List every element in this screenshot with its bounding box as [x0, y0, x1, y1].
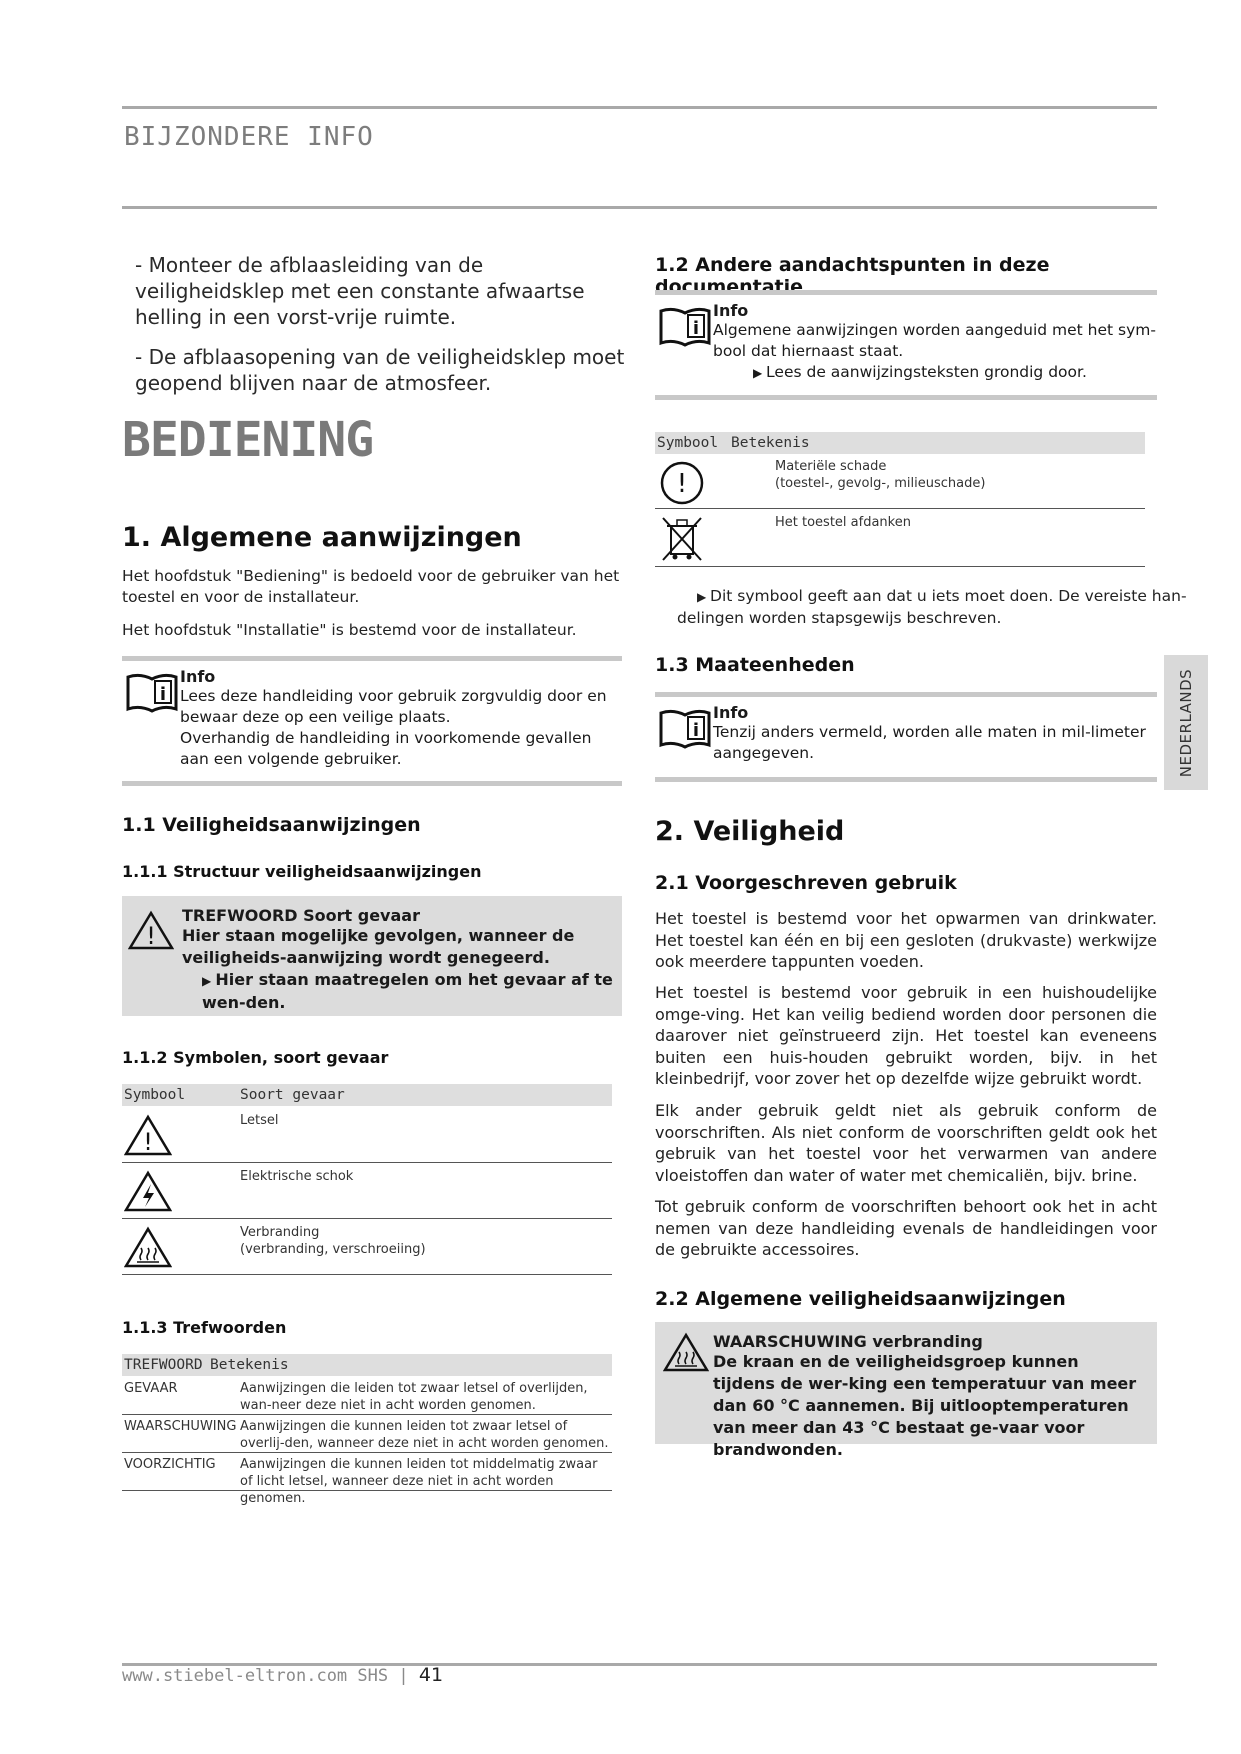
- warning-icon: [124, 1114, 172, 1160]
- warning-title: TREFWOORD Soort gevaar: [182, 906, 420, 925]
- info-box: [655, 692, 1157, 782]
- heading-maateenheden: 1.3 Maateenheden: [655, 654, 855, 676]
- paragraph: Tot gebruik conform de voorschriften behoort ook het in acht nemen van deze handleiding evenals de handleidingen voor de gebruikte accessoires.: [655, 1197, 1157, 1259]
- heading-veiligheidsaanwijzingen: 1.1 Veiligheidsaanwijzingen: [122, 814, 421, 836]
- language-tab-label: NEDERLANDS: [1177, 668, 1195, 777]
- keyword-cell: GEVAAR: [124, 1381, 178, 1396]
- heading-symbolen: 1.1.2 Symbolen, soort gevaar: [122, 1048, 389, 1067]
- table-row: [122, 1164, 612, 1219]
- action-paragraph: ▶ Dit symbool geeft aan dat u iets moet doen. De vereiste han-delingen worden stapsgewijs beschreven.: [677, 587, 1187, 627]
- svg-text:!: !: [676, 469, 688, 499]
- burn-icon: [663, 1332, 709, 1376]
- symbol-table-header: Symbool Betekenis: [655, 432, 1145, 454]
- svg-text:i: i: [692, 318, 700, 339]
- svg-text:!: !: [146, 922, 156, 950]
- info-box: [122, 656, 622, 786]
- svg-text:i: i: [159, 684, 167, 705]
- warning-text: De kraan en de veiligheidsgroep kunnen tijdens de wer-king een temperatuur van meer dan 60 °C aannemen. Bij uitlooptemperaturen van meer dan 43 °C bestaat ge-vaar voor brandwonden.: [713, 1352, 1137, 1459]
- electric-shock-icon: [124, 1170, 172, 1216]
- footer-url: www.stiebel-eltron.com: [122, 1666, 348, 1686]
- table-cell: Letsel: [240, 1113, 279, 1128]
- table-row: [122, 1416, 612, 1453]
- info-title: Info: [180, 667, 216, 686]
- table-row: [122, 1220, 612, 1275]
- warning-box: [122, 896, 622, 1016]
- heading-structuur: 1.1.1 Structuur veiligheidsaanwijzingen: [122, 862, 482, 881]
- paragraph: Elk ander gebruik geldt niet als gebruik conform de voorschriften. Als niet conform de voorschriften geldt ook het gebruik van het toestel voor het verwarmen van andere vloeistoffen dan water of water met chemicaliën, bijv. brine.: [655, 1101, 1157, 1185]
- info-text: Algemene aanwijzingen worden aangeduid met het sym-bool dat hiernaast staat.: [713, 321, 1156, 360]
- table-row: [655, 456, 1145, 509]
- book-info-icon: [659, 305, 711, 351]
- meaning-cell: Aanwijzingen die leiden tot zwaar letsel of overlijden, wan-neer deze niet in acht worden genomen.: [240, 1381, 588, 1413]
- warning-title: WAARSCHUWING verbranding: [713, 1332, 983, 1351]
- warning-icon: [128, 910, 174, 954]
- keyword-table-header: TREFWOORD Betekenis: [122, 1354, 612, 1376]
- keyword-cell: WAARSCHUWING: [124, 1419, 237, 1434]
- table-row: [655, 510, 1145, 567]
- book-info-icon: [126, 671, 178, 717]
- table-cell: Het toestel afdanken: [775, 515, 911, 530]
- bullet-item: - Monteer de afblaasleiding van de veiligheidsklep met een constante afwaartse helling in een vorst-vrije ruimte.: [135, 253, 585, 329]
- keyword-cell: VOORZICHTIG: [124, 1457, 216, 1472]
- footer: www.stiebel-eltron.com SHS | 41: [122, 1664, 444, 1686]
- bullet-item: - De afblaasopening van de veiligheidsklep moet geopend blijven naar de atmosfeer.: [135, 345, 625, 395]
- symbol-table: [122, 1108, 612, 1268]
- table-cell: Verbranding (verbranding, verschroeiing): [240, 1225, 426, 1257]
- heading-veiligheid: 2. Veiligheid: [655, 816, 845, 847]
- footer-model: SHS: [357, 1666, 389, 1686]
- action-arrow-icon: ▶: [697, 590, 711, 604]
- section-title: BEDIENING: [122, 412, 374, 468]
- svg-text:!: !: [143, 1128, 153, 1156]
- book-info-icon: [659, 707, 711, 753]
- page-number: 41: [418, 1664, 444, 1686]
- paragraph: Het toestel is bestemd voor gebruik in een huishoudelijke omge-ving. Het kan veilig bediend worden door personen die daarover niet geïnstrueerd zijn. Het toestel kan eveneens buiten een huis-houden gebruikt worden, bijv. in het kleinbedrijf, voor zover het op dezelfde wijze gebruikt wordt.: [655, 983, 1157, 1088]
- heading-trefwoorden: 1.1.3 Trefwoorden: [122, 1318, 287, 1337]
- crossed-bin-icon: [659, 514, 705, 568]
- burn-icon: [124, 1226, 172, 1272]
- paragraph: Het hoofdstuk "Installatie" is bestemd voor de installateur.: [122, 621, 577, 639]
- table-row: [122, 1378, 612, 1415]
- exclamation-circle-icon: [659, 460, 705, 510]
- table-row: [122, 1454, 612, 1506]
- header-bottom-rule: [122, 206, 1157, 209]
- header-top-rule: [122, 106, 1157, 109]
- info-title: Info: [713, 703, 749, 722]
- heading-algemene-veiligheidsaanwijzingen: 2.2 Algemene veiligheidsaanwijzingen: [655, 1288, 1066, 1310]
- warning-text: Hier staan mogelijke gevolgen, wanneer de veiligheids-aanwijzing wordt genegeerd.: [182, 926, 575, 967]
- info-action: ▶ Lees de aanwijzingsteksten grondig door.: [753, 363, 1087, 381]
- info-text: Overhandig de handleiding in voorkomende gevallen aan een volgende gebruiker.: [180, 729, 592, 768]
- paragraph: Het toestel is bestemd voor het opwarmen van drinkwater. Het toestel kan één en bij een gesloten (drukvaste) werkwijze ook meerdere tappunten voeden.: [655, 909, 1157, 971]
- heading-andere-aandachtspunten: 1.2 Andere aandachtspunten in deze documentatie: [655, 254, 1050, 298]
- table-row: [122, 1108, 612, 1163]
- header-title: BIJZONDERE INFO: [124, 122, 374, 152]
- info-title: Info: [713, 301, 749, 320]
- meaning-cell: Aanwijzingen die kunnen leiden tot middelmatig zwaar of licht letsel, wanneer deze niet in acht worden genomen.: [240, 1457, 598, 1506]
- table-cell: Elektrische schok: [240, 1169, 354, 1184]
- action-arrow-icon: ▶: [202, 974, 216, 988]
- warning-box: [655, 1322, 1157, 1459]
- table-cell: Materiële schade (toestel-, gevolg-, milieuschade): [775, 459, 986, 491]
- warning-action: ▶ Hier staan maatregelen om het gevaar af te wen-den.: [202, 970, 613, 1012]
- info-box: [655, 290, 1157, 400]
- action-arrow-icon: ▶: [753, 366, 767, 380]
- info-text: Tenzij anders vermeld, worden alle maten in mil-limeter aangegeven.: [713, 723, 1146, 762]
- language-tab: [1164, 655, 1208, 790]
- meaning-cell: Aanwijzingen die kunnen leiden tot zwaar letsel of overlij-den, wanneer deze niet in acht worden genomen.: [240, 1419, 609, 1451]
- heading-algemene-aanwijzingen: 1. Algemene aanwijzingen: [122, 522, 522, 553]
- info-text: Lees deze handleiding voor gebruik zorgvuldig door en bewaar deze op een veilige plaats.: [180, 687, 607, 726]
- svg-text:i: i: [692, 720, 700, 741]
- heading-voorgeschreven-gebruik: 2.1 Voorgeschreven gebruik: [655, 872, 957, 894]
- symbol-table-header: Symbool Soort gevaar: [122, 1084, 612, 1106]
- paragraph: Het hoofdstuk "Bediening" is bedoeld voor de gebruiker van het toestel en voor de installateur.: [122, 567, 620, 606]
